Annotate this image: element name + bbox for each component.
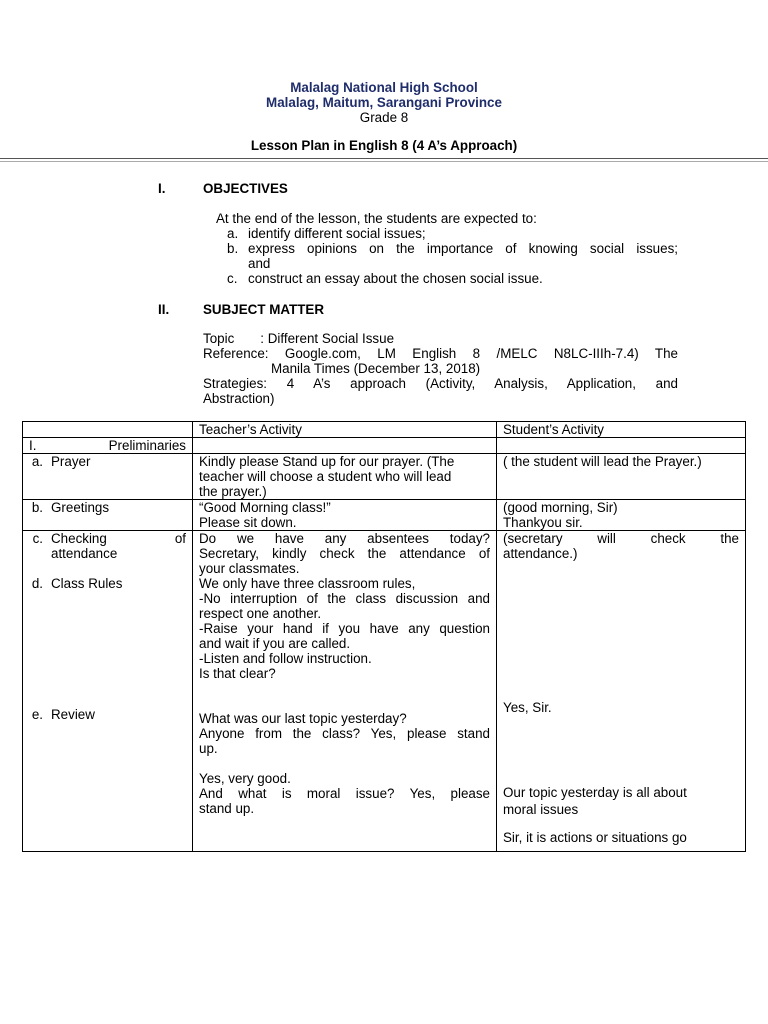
text-line: (secretary will check the: [503, 531, 739, 546]
page-title: Lesson Plan in English 8 (4 A’s Approach): [250, 138, 518, 153]
student-activity-cell: [497, 500, 746, 531]
objectives-heading: OBJECTIVES: [203, 181, 288, 196]
objective-item-line: and: [248, 256, 271, 271]
table-row: [23, 531, 746, 852]
objectives-number: I.: [158, 181, 166, 196]
student-activity-cell: [497, 531, 746, 852]
objective-letter: b.: [227, 241, 239, 256]
text-line: teacher will choose a student who will lead: [199, 469, 452, 484]
preliminaries-cell: [23, 438, 193, 454]
list-letter: e.: [31, 707, 43, 722]
text-line: moral issues: [503, 802, 579, 817]
text-line: the prayer.): [199, 484, 267, 499]
text-line: ( the student will lead the Prayer.): [503, 454, 702, 469]
table-cell: [23, 422, 193, 438]
activity-label: Checking of: [51, 531, 186, 546]
text-line: -Raise your hand if you have any question: [199, 621, 490, 636]
teacher-activity-header: Teacher’s Activity: [193, 422, 497, 438]
teacher-activity-cell: [193, 454, 497, 500]
text-line: Sir, it is actions or situations go: [503, 830, 687, 845]
text-line: “Good Morning class!”: [199, 500, 331, 515]
objective-item-line: express opinions on the importance of knowing social issues;: [248, 241, 678, 256]
activity-label: Review: [51, 707, 95, 722]
school-address: Malalag, Maitum, Sarangani Province: [266, 95, 502, 110]
student-activity-header: Student’s Activity: [497, 422, 746, 438]
activity-label: Greetings: [51, 500, 110, 515]
reference-line: Manila Times (December 13, 2018): [271, 361, 481, 376]
text-line: -Listen and follow instruction.: [199, 651, 372, 666]
text-line: Kindly please Stand up for our prayer. (The: [199, 454, 455, 469]
table-cell: [497, 438, 746, 454]
text-line: Yes, very good.: [199, 771, 291, 786]
strategies-line: Abstraction): [203, 391, 275, 406]
preliminaries-label: Preliminaries: [108, 438, 186, 453]
text-line: Please sit down.: [199, 515, 297, 530]
lesson-activity-table: [22, 421, 746, 852]
table-header-row: [23, 422, 746, 438]
list-letter: c.: [32, 531, 43, 546]
text-line: Our topic yesterday is all about: [503, 785, 687, 800]
text-line: attendance.): [503, 546, 578, 561]
student-activity-cell: [497, 454, 746, 500]
text-line: your classmates.: [199, 561, 300, 576]
activity-label-cell: [23, 500, 193, 531]
objective-item: construct an essay about the chosen social issue.: [248, 271, 543, 286]
objective-item: identify different social issues;: [248, 226, 426, 241]
objective-letter: a.: [227, 226, 239, 241]
subject-matter-heading: SUBJECT MATTER: [203, 302, 325, 317]
topic-line: Topic : Different Social Issue: [203, 331, 395, 346]
list-letter: b.: [31, 500, 43, 515]
text-line: stand up.: [199, 801, 255, 816]
text-line: (good morning, Sir): [503, 500, 618, 515]
text-line: We only have three classroom rules,: [199, 576, 416, 591]
teacher-activity-cell: [193, 531, 497, 852]
table-row: [23, 438, 746, 454]
table-row: [23, 454, 746, 500]
preliminaries-number: I.: [29, 438, 37, 453]
activity-label-cell: [23, 454, 193, 500]
activity-label-cell: [23, 531, 193, 852]
text-line: up.: [199, 741, 218, 756]
text-line: Yes, Sir.: [503, 700, 552, 715]
activity-label: Class Rules: [51, 576, 123, 591]
text-line: Thankyou sir.: [503, 515, 583, 530]
objective-letter: c.: [227, 271, 238, 286]
objectives-intro: At the end of the lesson, the students are expected to:: [216, 211, 537, 226]
school-name: Malalag National High School: [290, 80, 478, 95]
table-row: [23, 500, 746, 531]
subject-matter-number: II.: [158, 302, 170, 317]
text-line: And what is moral issue? Yes, please: [199, 786, 490, 801]
text-line: Anyone from the class? Yes, please stand: [199, 726, 490, 741]
text-line: What was our last topic yesterday?: [199, 711, 407, 726]
text-line: Secretary, kindly check the attendance of: [199, 546, 490, 561]
objective-item: [248, 241, 678, 271]
text-line: respect one another.: [199, 606, 322, 621]
reference-line: Reference: Google.com, LM English 8 /MELC N8LC-IIIh-7.4) The: [203, 346, 678, 361]
text-line: Do we have any absentees today?: [199, 531, 490, 546]
divider-line: [0, 158, 768, 159]
activity-label: attendance: [51, 546, 118, 561]
list-letter: a.: [31, 454, 43, 469]
teacher-activity-cell: [193, 500, 497, 531]
list-letter: d.: [31, 576, 43, 591]
text-line: -No interruption of the class discussion and: [199, 591, 490, 606]
strategies-line: Strategies: 4 A’s approach (Activity, Analysis, Application, and: [203, 376, 678, 391]
grade-level: Grade 8: [359, 110, 409, 125]
text-line: and wait if you are called.: [199, 636, 351, 651]
table-cell: [193, 438, 497, 454]
text-line: Is that clear?: [199, 666, 276, 681]
activity-label: Prayer: [51, 454, 91, 469]
divider-line: [0, 161, 768, 162]
